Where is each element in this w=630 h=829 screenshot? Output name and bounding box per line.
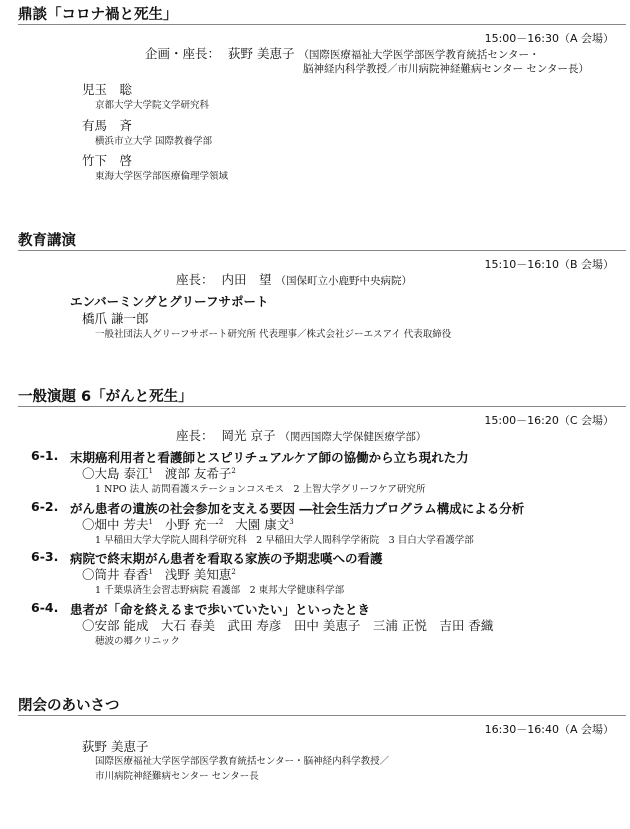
lecture-title: エンバーミングとグリーフサポート — [70, 294, 269, 309]
author: 浅野 美知恵 — [164, 567, 232, 582]
chair-line — [176, 426, 426, 444]
speaker-affiliation: 横浜市立大学 国際教養学部 — [95, 136, 213, 147]
author: 〇大島 泰江 — [82, 466, 149, 481]
chair-line — [145, 44, 540, 62]
presentation-affiliations: 1 NPO 法人 訪問看護ステーションコスモス 2 上智大学グリーフケア研究所 — [95, 484, 426, 495]
section-heading-lecture: 教育講演 — [18, 233, 76, 249]
speaker-affiliation: 東海大学医学部医療倫理学領域 — [95, 171, 229, 182]
author-index: 2 — [218, 518, 224, 526]
chair-affiliation: （国際医療福祉大学医学部医学教育統括センター・ — [298, 49, 540, 61]
speaker-name: 荻野 美恵子 — [82, 739, 149, 754]
section-heading-teidan: 鼎談「コロナ禍と死生」 — [18, 7, 178, 23]
presentation-affiliations: 1 早稲田大学大学院人間科学研究科 2 早稲田大学人間科学学術院 3 目白大学看護学部 — [95, 535, 474, 546]
author: 〇畑中 芳夫 — [82, 517, 149, 532]
author-index: 1 — [148, 568, 153, 576]
presentation-authors: 〇安部 能成 大石 春美 武田 寿彦 田中 美恵子 三浦 正悦 吉田 香織 — [82, 618, 494, 633]
speaker-name: 竹下 啓 — [82, 153, 133, 168]
presentation-number: 6-2. — [31, 499, 59, 514]
chair-label: 座長： — [176, 428, 214, 443]
presentation-authors — [82, 515, 294, 533]
session-time: 15:00－16:30（A 会場） — [484, 32, 614, 45]
author: 渡部 友希子 — [164, 466, 232, 481]
session-time: 15:00－16:20（C 会場） — [484, 414, 614, 427]
speaker-affiliation-cont: 市川病院神経難病センター センター長 — [95, 771, 259, 782]
speaker-name: 橋爪 謙一郎 — [82, 311, 149, 326]
presentation-title: 患者が「命を終えるまで歩いていたい」といったとき — [70, 602, 371, 617]
presentation-title: 病院で終末期がん患者を看取る家族の予期悲嘆への看護 — [70, 551, 383, 566]
author-index: 1 — [148, 467, 153, 475]
chair-label: 企画・座長： — [145, 46, 221, 61]
presentation-number: 6-4. — [31, 600, 59, 615]
section-heading-closing: 閉会のあいさつ — [18, 698, 120, 714]
chair-affiliation: （関西国際大学保健医療学部） — [279, 431, 427, 443]
presentation-affiliations: 穂波の郷クリニック — [95, 636, 180, 647]
speaker-affiliation: 国際医療福祉大学医学部医学教育統括センター・脳神経内科学教授／ — [95, 756, 390, 767]
presentation-title: がん患者の遺族の社会参加を支える要因 ―社会生活力プログラム構成による分析 — [70, 501, 525, 516]
section-divider — [18, 406, 626, 407]
presentation-title: 末期癌利用者と看護師とスピリチュアルケア師の協働から立ち現れた力 — [70, 450, 469, 465]
author: 〇筒井 春香 — [82, 567, 149, 582]
chair-affiliation: （国保町立小鹿野中央病院） — [275, 275, 412, 287]
session-time: 15:10－16:10（B 会場） — [484, 258, 614, 271]
author: 大園 康文 — [235, 517, 290, 532]
section-heading-general: 一般演題 6「がんと死生」 — [18, 389, 193, 405]
chair-name: 内田 望 — [221, 272, 272, 287]
session-time: 16:30－16:40（A 会場） — [484, 723, 614, 736]
section-divider — [18, 715, 626, 716]
chair-name: 岡光 京子 — [221, 428, 276, 443]
author-index: 3 — [289, 518, 294, 526]
section-divider — [18, 24, 626, 25]
speaker-affiliation: 一般社団法人グリーフサポート研究所 代表理事／株式会社ジーエスアイ 代表取締役 — [95, 329, 452, 340]
chair-affiliation-cont: 脳神経内科学教授／市川病院神経難病センター センター長） — [303, 63, 589, 75]
chair-line — [176, 270, 412, 288]
chair-name: 荻野 美恵子 — [227, 46, 295, 61]
author-index: 2 — [231, 467, 236, 475]
presentation-authors — [82, 565, 236, 583]
speaker-affiliation: 京都大学大学院文学研究科 — [95, 100, 210, 111]
presentation-affiliations: 1 千葉県済生会習志野病院 看護部 2 東邦大学健康科学部 — [95, 585, 345, 596]
speaker-name: 有馬 斉 — [82, 118, 133, 133]
section-divider — [18, 250, 626, 251]
author: 小野 充一 — [164, 517, 219, 532]
presentation-number: 6-3. — [31, 549, 59, 564]
presentation-authors — [82, 464, 236, 482]
presentation-number: 6-1. — [31, 448, 59, 463]
author-index: 2 — [231, 568, 236, 576]
speaker-name: 児玉 聡 — [82, 82, 133, 97]
author-index: 1 — [148, 518, 153, 526]
chair-label: 座長： — [176, 272, 214, 287]
